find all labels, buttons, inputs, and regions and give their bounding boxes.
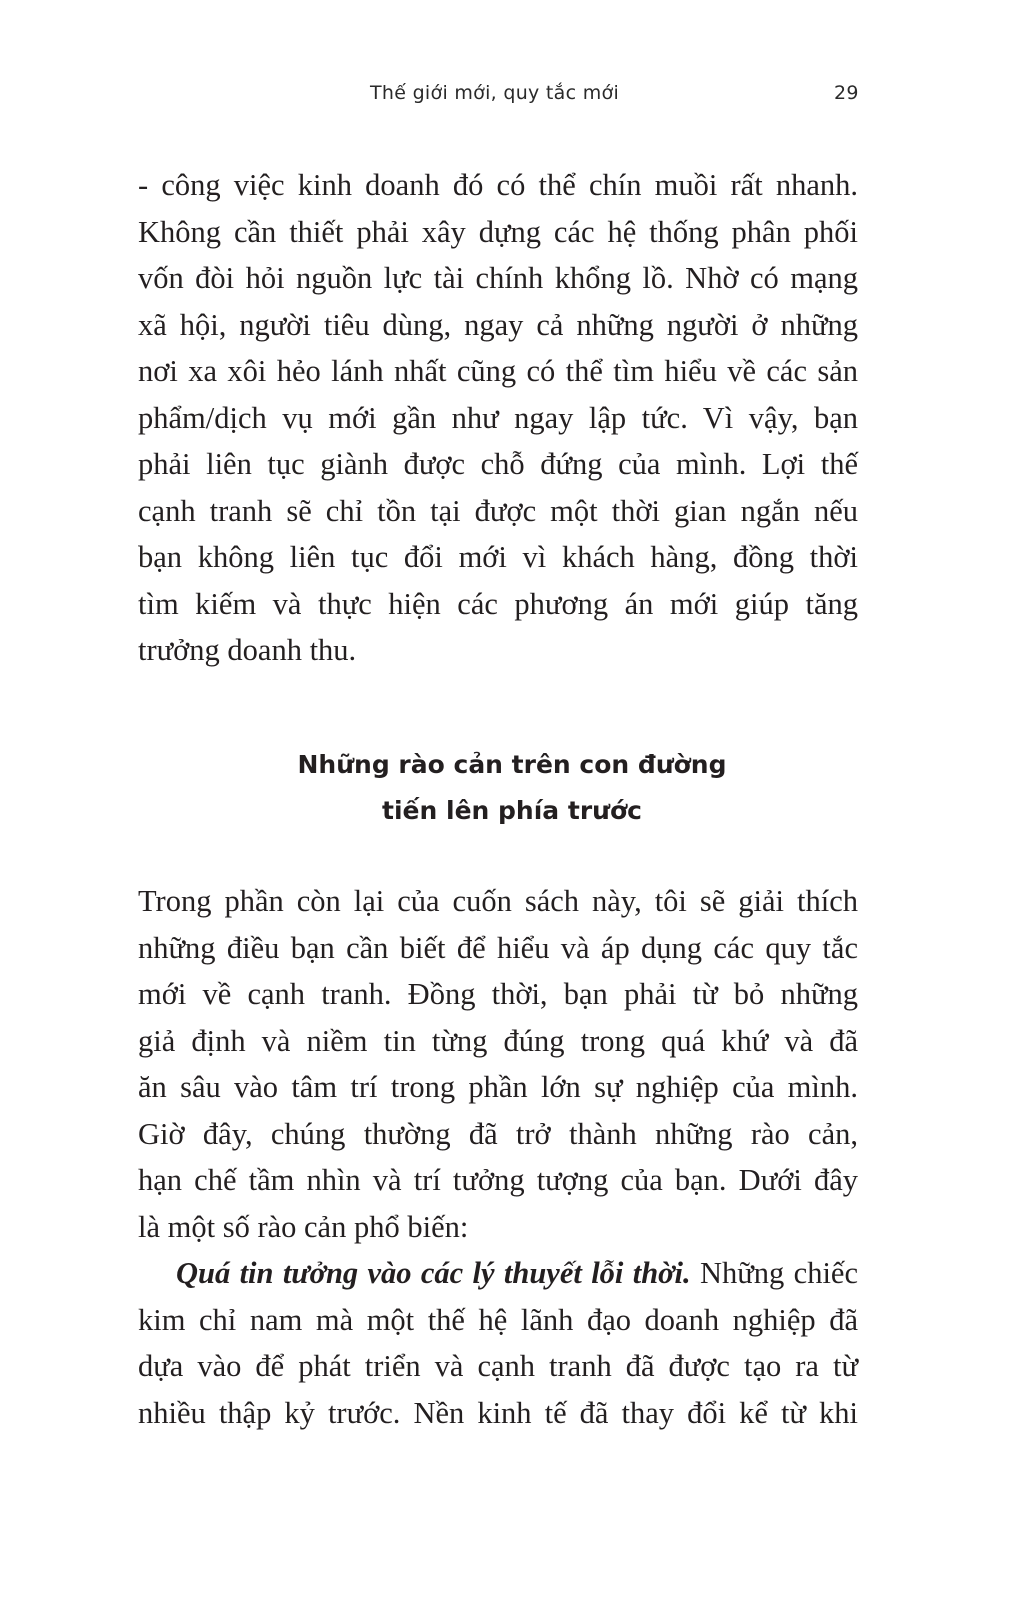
text-line: là một số rào cản phổ biến: [138, 1209, 469, 1244]
text-line: cạnh tranh sẽ chỉ tồn tại được một thời gian ngắn nếu [138, 493, 858, 528]
text-line: Giờ đây, chúng thường đã trở thành những rào cản, [138, 1116, 858, 1151]
text-line: dựa vào để phát triển và cạnh tranh đã được tạo ra từ [138, 1349, 858, 1383]
text-line: ăn sâu vào tâm trí trong phần lớn sự nghiệp của mình. [138, 1070, 858, 1104]
text-line: phẩm/dịch vụ mới gần như ngay lập tức. Vì vậy, bạn [138, 400, 858, 435]
text-line: xã hội, người tiêu dùng, ngay cả những người ở những [138, 307, 858, 342]
paragraph-3 [138, 1250, 858, 1436]
running-title: Thế giới mới, quy tắc mới [370, 82, 620, 104]
text-line: nhiều thập kỷ trước. Nền kinh tế đã thay đổi kể từ khi [138, 1395, 858, 1430]
text-line: mới về cạnh tranh. Đồng thời, bạn phải từ bỏ những [138, 977, 858, 1011]
text-line: bạn không liên tục đổi mới vì khách hàng, đồng thời [138, 540, 858, 574]
text-line: nơi xa xôi hẻo lánh nhất cũng có thể tìm hiểu về các sản [138, 354, 858, 388]
text-line: vốn đòi hỏi nguồn lực tài chính khổng lồ. Nhờ có mạng [138, 261, 858, 295]
text-line-lead [138, 1250, 858, 1297]
text-line: trưởng doanh thu. [138, 633, 357, 667]
text-line: - công việc kinh doanh đó có thể chín muồi rất nhanh. [138, 168, 858, 202]
text-line: giả định và niềm tin từng đúng trong quá khứ và đã [138, 1023, 858, 1058]
running-header [0, 80, 1024, 110]
text-line: hạn chế tầm nhìn và trí tưởng tượng của bạn. Dưới đây [138, 1163, 858, 1197]
text-line: phải liên tục giành được chỗ đứng của mình. Lợi thế [138, 447, 858, 481]
paragraph-2 [138, 878, 858, 1250]
text-line: những điều bạn cần biết để hiểu và áp dụng các quy tắc [138, 930, 858, 965]
text-line: kim chỉ nam mà một thế hệ lãnh đạo doanh nghiệp đã [138, 1302, 858, 1337]
section-heading-line-2: tiến lên phía trước [382, 796, 642, 825]
lead-line-rest: Những chiếc [690, 1256, 858, 1290]
text-line: Trong phần còn lại của cuốn sách này, tôi sẽ giải thích [138, 884, 858, 918]
section-heading [0, 742, 1024, 834]
text-line: Không cần thiết phải xây dựng các hệ thống phân phối [138, 214, 858, 249]
section-heading-line-1: Những rào cản trên con đường [297, 750, 727, 779]
paragraph-1 [138, 162, 858, 674]
text-line: tìm kiếm và thực hiện các phương án mới giúp tăng [138, 586, 858, 621]
page-number: 29 [834, 82, 859, 104]
lead-in-phrase: Quá tin tưởng vào các lý thuyết lỗi thời. [176, 1256, 691, 1290]
